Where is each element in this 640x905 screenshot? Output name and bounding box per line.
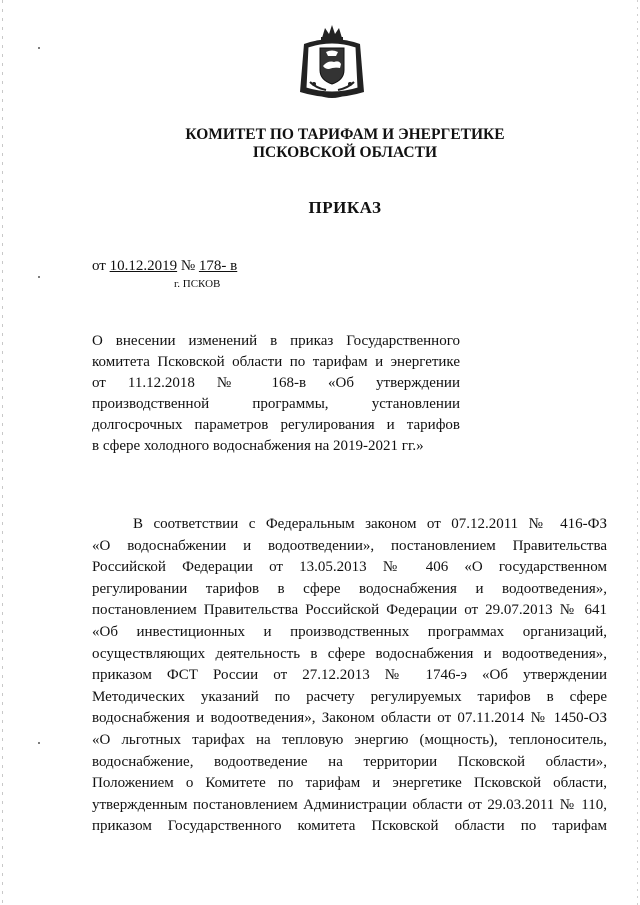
subject-line: в сфере холодного водоснабжения на 2019-2021 гг.» bbox=[92, 438, 424, 454]
subject-line: от 11.12.2018 № 168-в «Об утверждении bbox=[92, 375, 460, 391]
committee-name-line-2: ПСКОВСКОЙ ОБЛАСТИ bbox=[252, 144, 437, 161]
body-line: приказом Государственного комитета Псковской области по тарифам bbox=[92, 818, 607, 835]
scan-speck bbox=[38, 276, 40, 278]
body-line: Методических указаний по расчету регулируемых тарифов в сфере bbox=[92, 688, 607, 705]
subject-line: производственной программы, установлении bbox=[92, 396, 460, 412]
subject-line: долгосрочных параметров регулирования и тарифов bbox=[92, 417, 460, 433]
body-line: «О водоснабжении и водоотведении», постановлением Правительства bbox=[92, 537, 607, 554]
body-line: утвержденным постановлением Администрации области от 29.03.2011 № 110, bbox=[92, 796, 607, 813]
order-subject bbox=[92, 331, 460, 457]
scan-speck bbox=[38, 47, 40, 49]
body-line: постановлением Правительства Российской Федерации от 29.07.2013 № 641 bbox=[92, 602, 607, 619]
order-date: 10.12.2019 bbox=[109, 258, 178, 274]
body-line: «О льготных тарифах на тепловую энергию (мощность), теплоноситель, bbox=[92, 731, 607, 748]
body-line: В соответствии с Федеральным законом от 07.12.2011 № 416-ФЗ bbox=[133, 516, 607, 532]
document-title: ПРИКАЗ bbox=[308, 198, 382, 217]
order-number-sign: № bbox=[177, 258, 199, 274]
body-line: водоснабжения и водоотведения», Законом области от 07.11.2014 № 1450-ОЗ bbox=[92, 710, 607, 727]
coat-of-arms-emblem bbox=[296, 22, 368, 102]
order-body-text bbox=[92, 514, 607, 838]
order-city: г. ПСКОВ bbox=[174, 278, 221, 290]
scan-edge-left bbox=[2, 0, 3, 905]
committee-name-line-1: КОМИТЕТ ПО ТАРИФАМ И ЭНЕРГЕТИКЕ bbox=[185, 126, 505, 143]
body-line: осуществляющих деятельность в сфере водоснабжения и водоотведения», bbox=[92, 645, 607, 662]
order-prefix: от bbox=[92, 258, 110, 274]
body-line: водоснабжение, водоотведение на территории Псковской области», bbox=[92, 753, 607, 770]
subject-line: комитета Псковской области по тарифам и энергетике bbox=[92, 354, 460, 370]
order-number: 178- в bbox=[198, 258, 238, 274]
body-line: «Об инвестиционных и производственных программах организаций, bbox=[92, 623, 607, 640]
scan-edge-right bbox=[637, 0, 638, 905]
subject-line: О внесении изменений в приказ Государственного bbox=[92, 333, 460, 349]
body-line: регулировании тарифов в сфере водоснабжения и водоотведения», bbox=[92, 580, 607, 597]
order-date-number bbox=[92, 258, 237, 275]
body-line: приказом ФСТ России от 27.12.2013 № 1746-э «Об утверждении bbox=[92, 667, 607, 684]
body-line: Положением о Комитете по тарифам и энергетике Псковской области, bbox=[92, 775, 607, 792]
body-line: Российской Федерации от 13.05.2013 № 406 «О государственном bbox=[92, 559, 607, 576]
scan-speck bbox=[38, 742, 40, 744]
